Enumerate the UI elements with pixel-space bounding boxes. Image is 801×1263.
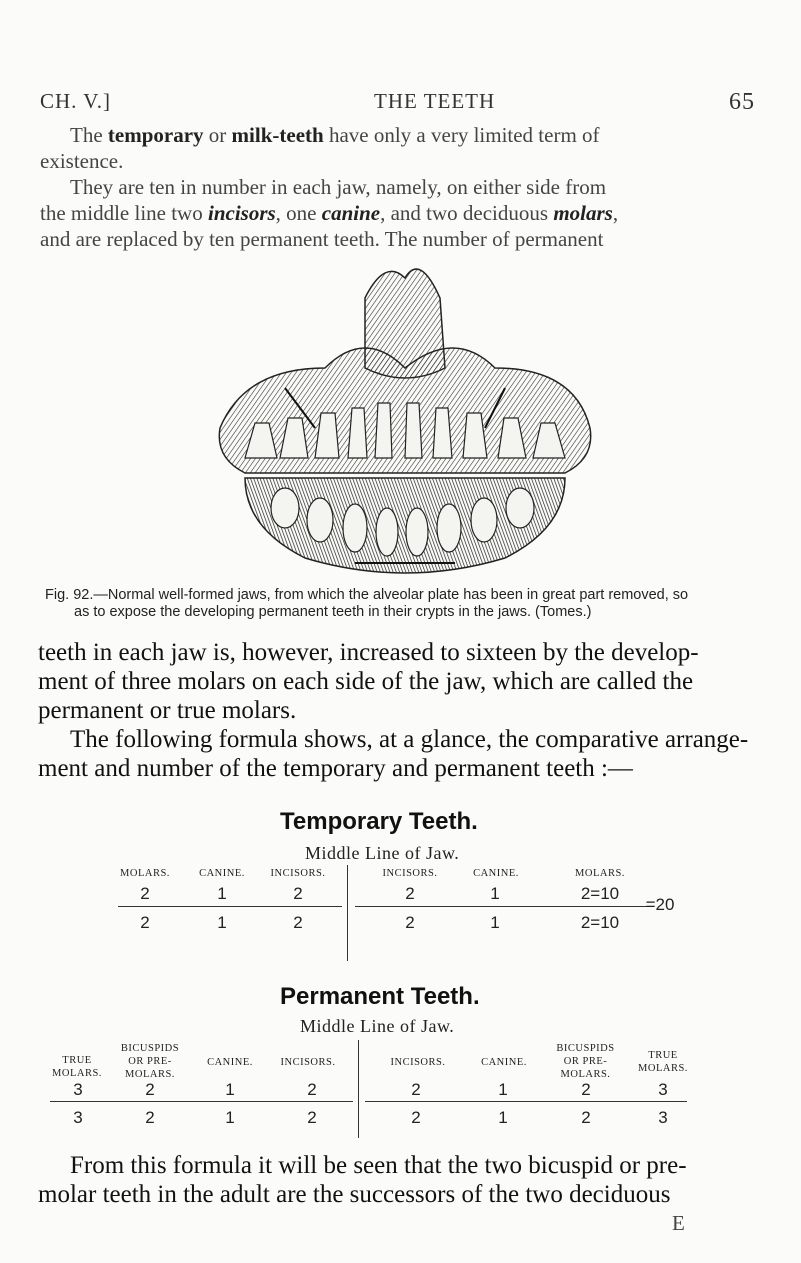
perm-header-incisors-left: INCISORS.	[280, 1057, 336, 1068]
running-title: THE TEETH	[374, 89, 496, 113]
para2-line5: ment and number of the temporary and permanent teeth :—	[38, 755, 633, 782]
figure-caption-line1: Fig. 92.—Normal well-formed jaws, from which the alveolar plate has been in great part removed, so	[45, 587, 689, 603]
perm-lower-incisors-right: 2	[411, 1108, 421, 1127]
temp-upper-incisors-right: 2	[405, 884, 415, 903]
para1-line1: The temporary or milk-teeth have only a very limited term of	[70, 123, 600, 147]
permanent-title: Permanent Teeth.	[280, 983, 480, 1010]
chapter-marker: CH. V.]	[40, 89, 111, 113]
temp-header-incisors-left: INCISORS.	[270, 868, 326, 879]
perm-lower-bicuspids-left: 2	[145, 1108, 155, 1127]
para3-line1: From this formula it will be seen that the two bicuspid or pre-	[70, 1152, 687, 1179]
perm-lower-incisors-left: 2	[307, 1108, 317, 1127]
perm-upper-bicuspids-left: 2	[145, 1080, 155, 1099]
perm-upper-incisors-right: 2	[411, 1080, 421, 1099]
para2-line3: permanent or true molars.	[38, 697, 297, 724]
temp-header-canine-left: CANINE.	[199, 868, 245, 879]
perm-upper-true-molars-left: 3	[73, 1080, 83, 1099]
perm-header-bicuspids-right: BICUSPIDS OR PRE- MOLARS.	[556, 1043, 615, 1080]
temp-header-incisors-right: INCISORS.	[382, 868, 438, 879]
temp-lower-incisors-left: 2	[293, 913, 303, 932]
para2-line1: teeth in each jaw is, however, increased to sixteen by the develop-	[38, 639, 699, 666]
perm-divider-left	[50, 1101, 353, 1102]
permanent-subtitle: Middle Line of Jaw.	[300, 1016, 455, 1036]
perm-header-bicuspids-left: BICUSPIDS OR PRE- MOLARS.	[120, 1043, 180, 1080]
temp-lower-molars-right: 2=10	[580, 913, 620, 932]
figure-caption-line2: as to expose the developing permanent teeth in their crypts in the jaws. (Tomes.)	[74, 604, 592, 620]
perm-header-true-molars-right: TRUE MOLARS.	[638, 1050, 688, 1074]
temp-upper-molars-left: 2	[140, 884, 150, 903]
perm-header-canine-right: CANINE.	[481, 1057, 527, 1068]
temporary-title: Temporary Teeth.	[280, 808, 478, 835]
temp-header-molars-right: MOLARS.	[575, 868, 625, 879]
perm-upper-bicuspids-right: 2	[581, 1080, 591, 1099]
temp-upper-molars-right: 2=10	[580, 884, 620, 903]
temp-lower-canine-left: 1	[217, 913, 227, 932]
perm-lower-canine-right: 1	[498, 1108, 508, 1127]
perm-upper-canine-left: 1	[225, 1080, 235, 1099]
perm-header-canine-left: CANINE.	[207, 1057, 253, 1068]
para1-line3: They are ten in number in each jaw, namely, on either side from	[70, 175, 607, 199]
perm-divider-right	[365, 1101, 687, 1102]
perm-lower-bicuspids-right: 2	[581, 1108, 591, 1127]
perm-middle-line	[358, 1040, 359, 1138]
para2-line4: The following formula shows, at a glance, the comparative arrange-	[70, 726, 749, 753]
temp-middle-line	[347, 865, 348, 961]
para1-line4: the middle line two incisors, one canine, and two deciduous molars,	[40, 201, 619, 225]
temp-upper-canine-left: 1	[217, 884, 227, 903]
temp-total: =20	[645, 895, 675, 914]
jaw-engraving-svg	[205, 258, 601, 578]
temporary-subtitle: Middle Line of Jaw.	[305, 843, 460, 863]
jaw-illustration	[205, 258, 601, 578]
temp-divider-right	[355, 906, 647, 907]
perm-lower-true-molars-right: 3	[658, 1108, 668, 1127]
perm-lower-canine-left: 1	[225, 1108, 235, 1127]
para2-line2: ment of three molars on each side of the jaw, which are called the	[38, 668, 694, 695]
temp-divider-left	[118, 906, 342, 907]
para1-line5: and are replaced by ten permanent teeth. The number of permanent	[40, 227, 604, 251]
perm-upper-true-molars-right: 3	[658, 1080, 668, 1099]
temp-lower-molars-left: 2	[140, 913, 150, 932]
temp-header-molars-left: MOLARS.	[120, 868, 170, 879]
perm-lower-true-molars-left: 3	[73, 1108, 83, 1127]
temp-upper-incisors-left: 2	[293, 884, 303, 903]
perm-upper-canine-right: 1	[498, 1080, 508, 1099]
page-number: 65	[729, 89, 755, 115]
para1-line2: existence.	[40, 149, 124, 173]
para3-line2: molar teeth in the adult are the successors of the two deciduous	[38, 1181, 671, 1208]
perm-header-incisors-right: INCISORS.	[390, 1057, 446, 1068]
temp-header-canine-right: CANINE.	[473, 868, 519, 879]
temp-lower-incisors-right: 2	[405, 913, 415, 932]
temp-upper-canine-right: 1	[490, 884, 500, 903]
perm-header-true-molars-left: TRUE MOLARS.	[52, 1055, 102, 1079]
perm-upper-incisors-left: 2	[307, 1080, 317, 1099]
temp-lower-canine-right: 1	[490, 913, 500, 932]
signature-mark: E	[672, 1211, 685, 1235]
